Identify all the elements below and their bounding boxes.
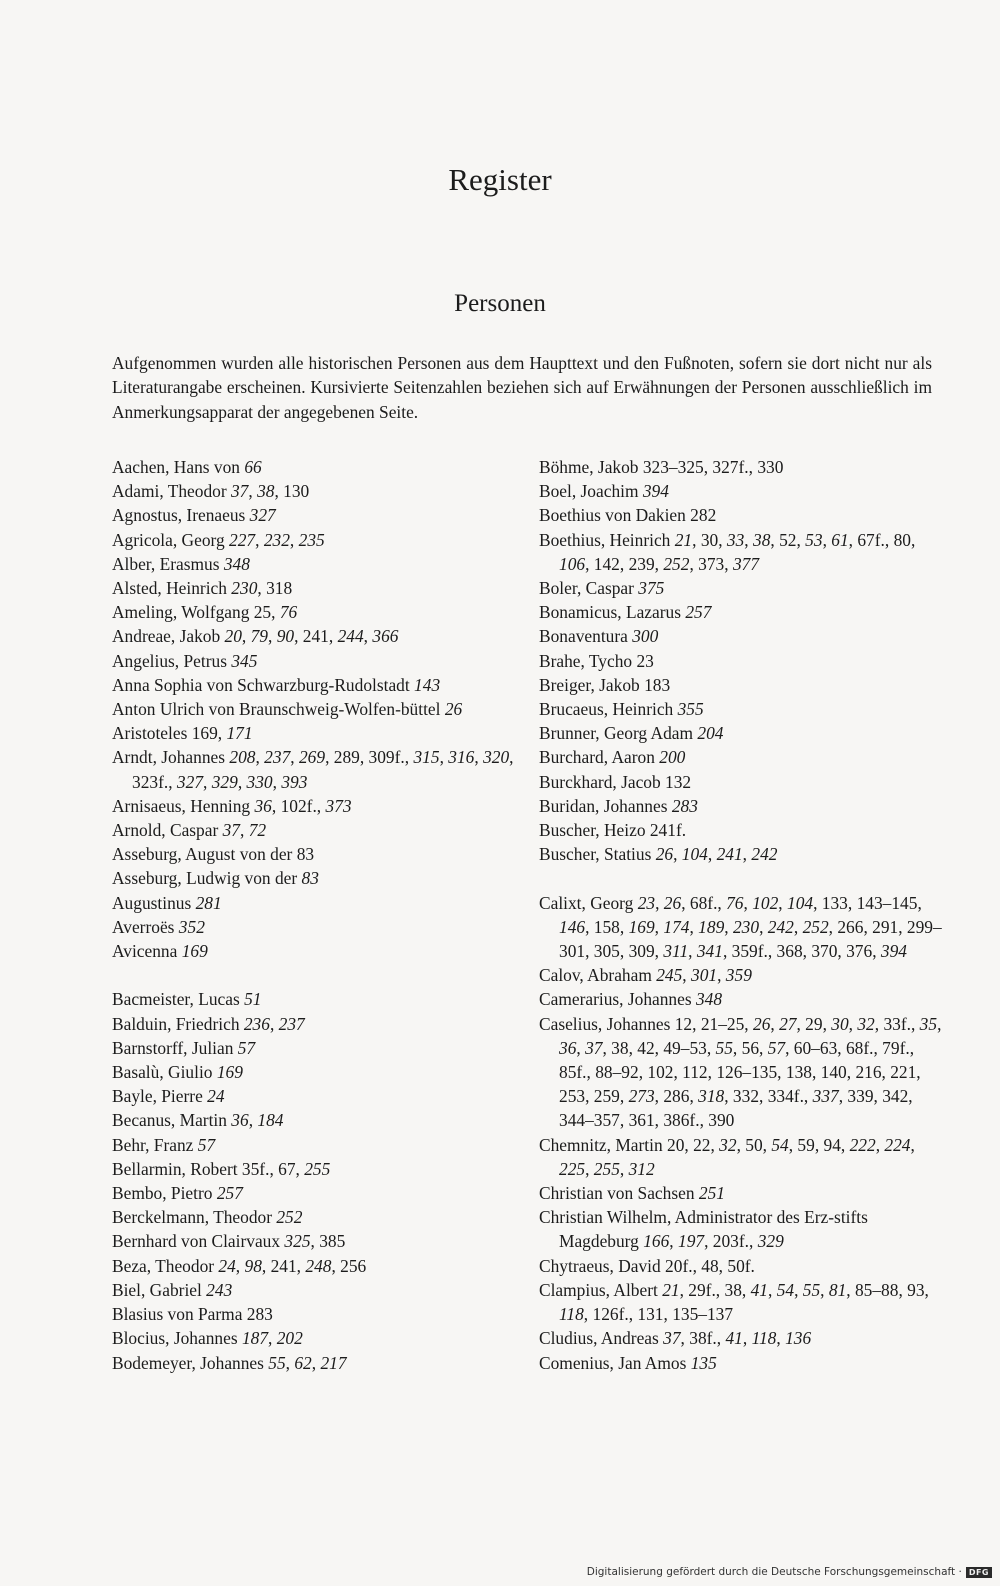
index-entry: Bernhard von Clairvaux 325, 385 xyxy=(112,1231,346,1252)
index-entry: Agnostus, Irenaeus 327 xyxy=(112,505,276,526)
index-entry: Boel, Joachim 394 xyxy=(539,481,669,502)
index-entry: Asseburg, August von der 83 xyxy=(112,844,315,865)
footer xyxy=(587,1566,992,1578)
index-entry: Christian von Sachsen 251 xyxy=(539,1183,725,1204)
section-title: Personen xyxy=(454,290,546,317)
index-entry: Clampius, Albert 21, 29f., 38, 41, 54, 55, 81, 85–88, 93, 118, 126f., 131, 135–137 xyxy=(539,1279,929,1325)
index-entry: Böhme, Jakob 323–325, 327f., 330 xyxy=(539,457,784,477)
index-entry: Bonamicus, Lazarus 257 xyxy=(539,602,712,623)
index-entry: Burchard, Aaron 200 xyxy=(539,747,686,768)
index-entry: Blasius von Parma 283 xyxy=(112,1304,273,1325)
index-entry: Brunner, Georg Adam 204 xyxy=(539,723,724,744)
index-entry: Buscher, Heizo 241f. xyxy=(539,820,687,841)
letter-gap xyxy=(112,963,522,987)
index-entry: Arndt, Johannes 208, 237, 269, 289, 309f., 315, 316, 320, 323f., 327, 329, 330, 393 xyxy=(112,747,514,792)
index-entry: Avicenna 169 xyxy=(112,941,208,962)
letter-gap xyxy=(539,866,949,890)
index-entry: Biel, Gabriel 243 xyxy=(112,1279,233,1300)
index-entry: Averroës 352 xyxy=(112,916,205,937)
index-entry: Basalù, Giulio 169 xyxy=(112,1062,243,1083)
index-entry: Comenius, Jan Amos 135 xyxy=(539,1352,717,1373)
index-column-right xyxy=(539,455,949,1375)
index-entry: Aristoteles 169, 171 xyxy=(112,723,253,744)
index-entry: Boler, Caspar 375 xyxy=(539,578,665,599)
index-entry: Augustinus 281 xyxy=(112,892,222,913)
index-entry: Alsted, Heinrich 230, 318 xyxy=(112,578,293,599)
index-entry: Balduin, Friedrich 236, 237 xyxy=(112,1013,305,1034)
index-entry: Anton Ulrich von Braunschweig-Wolfen-büttel 26 xyxy=(112,699,463,720)
index-entry: Arnisaeus, Henning 36, 102f., 373 xyxy=(112,795,352,816)
index-entry: Beza, Theodor 24, 98, 241, 248, 256 xyxy=(112,1255,367,1276)
index-entry: Arnold, Caspar 37, 72 xyxy=(112,820,267,841)
index-entry: Bodemeyer, Johannes 55, 62, 217 xyxy=(112,1352,347,1373)
index-entry: Anna Sophia von Schwarzburg-Rudolstadt 143 xyxy=(112,674,441,695)
index-entry: Cludius, Andreas 37, 38f., 41, 118, 136 xyxy=(539,1328,812,1349)
index-entry: Chemnitz, Martin 20, 22, 32, 50, 54, 59, 94, 222, 224, 225, 255, 312 xyxy=(539,1134,915,1179)
index-entry: Caselius, Johannes 12, 21–25, 26, 27, 29, 30, 32, 33f., 35, 36, 37, 38, 42, 49–53, 55, 56, 57, 60–63, 68f., 79f., 85f., 88–92, 102, 112, 126–135, 138, 140, 216, 221, 253, 259, 273, 286, 318, 332, 334f., 337, 339, 342, 344–357, 361, 386f., 390 xyxy=(539,1013,942,1131)
index-entry: Calixt, Georg 23, 26, 68f., 76, 102, 104, 133, 143–145, 146, 158, 169, 174, 189, 230, 242, 252, 266, 291, 299–301, 305, 309, 311, 341, 359f., 368, 370, 376, 394 xyxy=(539,892,942,962)
index-entry: Behr, Franz 57 xyxy=(112,1134,216,1155)
intro-paragraph: Aufgenommen wurden alle historischen Personen aus dem Haupttext und den Fußnoten, sofern sie dort nicht nur als Literaturangabe erscheinen. Kursivierte Seitenzahlen beziehen sich auf Erwähnungen der Personen ausschließlich im Anmerkungsapparat der angegebenen Seite. xyxy=(112,353,932,422)
index-entry: Berckelmann, Theodor 252 xyxy=(112,1207,303,1228)
index-entry: Alber, Erasmus 348 xyxy=(112,553,250,574)
index-entry: Brucaeus, Heinrich 355 xyxy=(539,699,704,720)
index-entry: Asseburg, Ludwig von der 83 xyxy=(112,868,319,889)
index-entry: Adami, Theodor 37, 38, 130 xyxy=(112,481,310,502)
index-entry: Christian Wilhelm, Administrator des Erz-stifts Magdeburg 166, 197, 203f., 329 xyxy=(539,1207,868,1252)
index-entry: Chytraeus, David 20f., 48, 50f. xyxy=(539,1255,755,1276)
footer-text: Digitalisierung gefördert durch die Deutsche Forschungsgemeinschaft · xyxy=(586,1566,962,1578)
index-entry: Agricola, Georg 227, 232, 235 xyxy=(112,529,325,550)
index-entry: Angelius, Petrus 345 xyxy=(112,650,258,671)
index-entry: Andreae, Jakob 20, 79, 90, 241, 244, 366 xyxy=(112,626,399,647)
index-entry: Burckhard, Jacob 132 xyxy=(539,771,692,792)
index-entry: Camerarius, Johannes 348 xyxy=(539,989,723,1010)
index-entry: Boethius, Heinrich 21, 30, 33, 38, 52, 53, 61, 67f., 80, 106, 142, 239, 252, 373, 377 xyxy=(539,529,916,574)
page-title: Register xyxy=(448,162,552,197)
index-entry: Becanus, Martin 36, 184 xyxy=(112,1110,284,1131)
index-entry: Bonaventura 300 xyxy=(539,626,659,647)
index-entry: Brahe, Tycho 23 xyxy=(539,650,654,671)
index-entry: Ameling, Wolfgang 25, 76 xyxy=(112,602,298,623)
index-entry: Barnstorff, Julian 57 xyxy=(112,1037,256,1058)
dfg-logo: DFG xyxy=(966,1567,992,1578)
index-entry: Breiger, Jakob 183 xyxy=(539,674,671,695)
index-entry: Bellarmin, Robert 35f., 67, 255 xyxy=(112,1158,331,1179)
index-column-left xyxy=(112,455,522,1375)
index-entry: Buridan, Johannes 283 xyxy=(539,795,698,816)
index-entry: Bayle, Pierre 24 xyxy=(112,1086,225,1107)
index-entry: Boethius von Dakien 282 xyxy=(539,505,717,526)
index-entry: Bacmeister, Lucas 51 xyxy=(112,989,262,1010)
index-entry: Bembo, Pietro 257 xyxy=(112,1183,243,1204)
index-entry: Blocius, Johannes 187, 202 xyxy=(112,1328,303,1349)
index-entry: Buscher, Statius 26, 104, 241, 242 xyxy=(539,844,778,865)
index-entry: Aachen, Hans von 66 xyxy=(112,457,262,477)
index-entry: Calov, Abraham 245, 301, 359 xyxy=(539,965,752,986)
